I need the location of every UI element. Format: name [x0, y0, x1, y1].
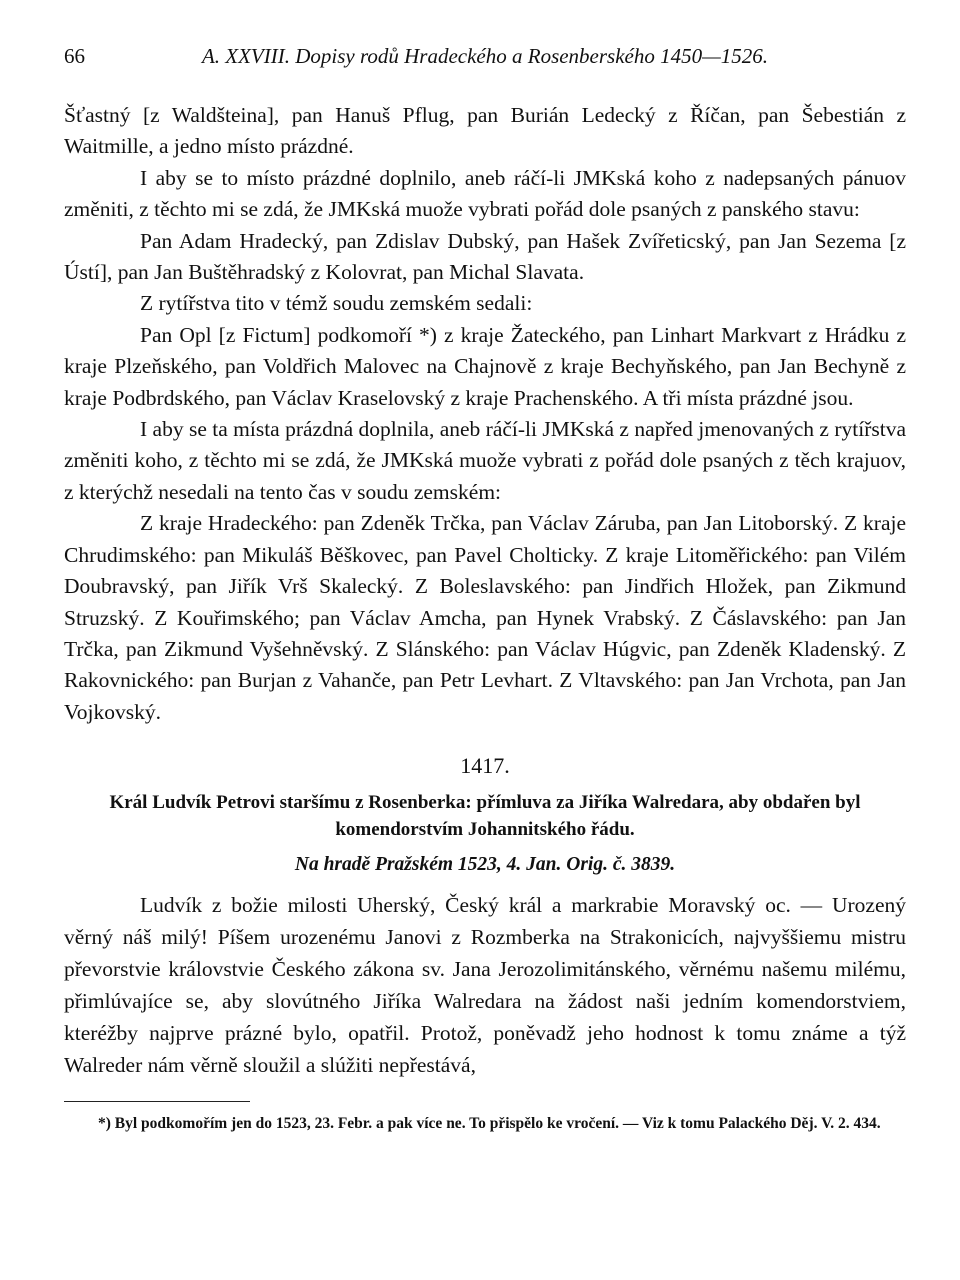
document-source: Na hradě Pražském 1523, 4. Jan. Orig. č. 3839.: [294, 854, 676, 876]
paragraph-knights-heading: Z rytířstva tito v témž soudu zemském sedali:: [140, 291, 533, 316]
letter-body: [64, 889, 906, 1081]
running-title: A. XXVIII. Dopisy rodů Hradeckého a Rosenberského 1450—1526.: [201, 44, 769, 68]
page-header: [64, 44, 906, 80]
document-number: 1417.: [460, 753, 510, 779]
body-text: [64, 100, 906, 728]
document-summary: Král Ludvík Petrovi staršímu z Rosenberka: přímluva za Jiříka Walredara, aby obdařen byl komendorstvím Johannitského řádu.: [109, 792, 861, 841]
letter-paragraph: Ludvík z božie milosti Uherský, Český král a markrabie Moravský oc. — Urozený věrný náš milý! Píšem urozenému Janovi z Rozmberka na Strakonicích, najvyššiemu mistru převorstvie královstvie Českého zákona sv. Jana Jerozolimitánského, věrnému našemu milému, přimlúvajíce se, aby slovútného Jiříka Walredara na žádost naši jedním komendorstviem, kteréžby najprve prázné bylo, opatřil. Protož, poněvadž jeho hodnost k tomu známe a týž Walreder nám věrně sloužil a slúžiti nepřestává,: [64, 893, 906, 1078]
footnote: *) Byl podkomořím jen do 1523, 23. Febr. a pak více ne. To přispělo ke vročení. — Viz k tomu Palackého Děj. V. 2. 434.: [98, 1115, 881, 1133]
paragraph-lords-list: Pan Adam Hradecký, pan Zdislav Dubský, pan Hašek Zvířeticský, pan Jan Sezema [z Ústí], pan Jan Buštěhradský z Kolovrat, pan Michal Slavata.: [64, 228, 906, 285]
paragraph-continuation: Šťastný [z Waldšteina], pan Hanuš Pflug, pan Burián Ledecký z Říčan, pan Šebestián z Waitmille, a jedno místo prázdné.: [64, 103, 906, 159]
page-number: 66: [64, 44, 85, 68]
paragraph-lords-proposal: I aby se to místo prázdné doplnilo, aneb ráčí-li JMKská koho z nadepsaných pánuov změniti, z těchto mi se zdá, že JMKská muože vybrati pořád dole psaných z panského stavu:: [64, 165, 906, 222]
paragraph-regions-list: Z kraje Hradeckého: pan Zdeněk Trčka, pan Václav Záruba, pan Jan Litoborský. Z kraje Chrudimského: pan Mikuláš Běškovec, pan Pavel Cholticky. Z kraje Litoměřického: pan Vilém Doubravský, pan Jiřík Vrš Skalecký. Z Boleslavského: pan Jindřich Hložek, pan Zikmund Struzský. Z Kouřimského; pan Václav Amcha, pan Hynek Vrabský. Z Čáslavského: pan Jan Trčka, pan Zikmund Vyšehněvský. Z Slánského: pan Václav Húgvic, pan Zdeněk Kladenský. Z Rakovnického: pan Burjan z Vahanče, pan Petr Levhart. Z Vltavského: pan Jan Vrchota, pan Jan Vojkovský.: [64, 511, 906, 724]
paragraph-knights-proposal: I aby se ta místa prázdná doplnila, aneb ráčí-li JMKská z napřed jmenovaných z rytířstva změniti koho, z těchto mi se zdá, že JMKská muože vybrati z pořád dole psaných z těch krajuov, z kterýchž nesedali na tento čas v soudu zemském:: [64, 417, 906, 504]
footnote-divider: [64, 1101, 250, 1102]
paragraph-knights-list: Pan Opl [z Fictum] podkomoří *) z kraje Žateckého, pan Linhart Markvart z Hrádku z kraje Plzeňského, pan Voldřich Malovec na Chajnově z kraje Bechyňského, pan Jan Bechyně z kraje Podbrdského, pan Václav Kraselovský z kraje Prachenského. A tři místa prázdné jsou.: [64, 322, 906, 410]
document-page: [64, 44, 906, 1136]
